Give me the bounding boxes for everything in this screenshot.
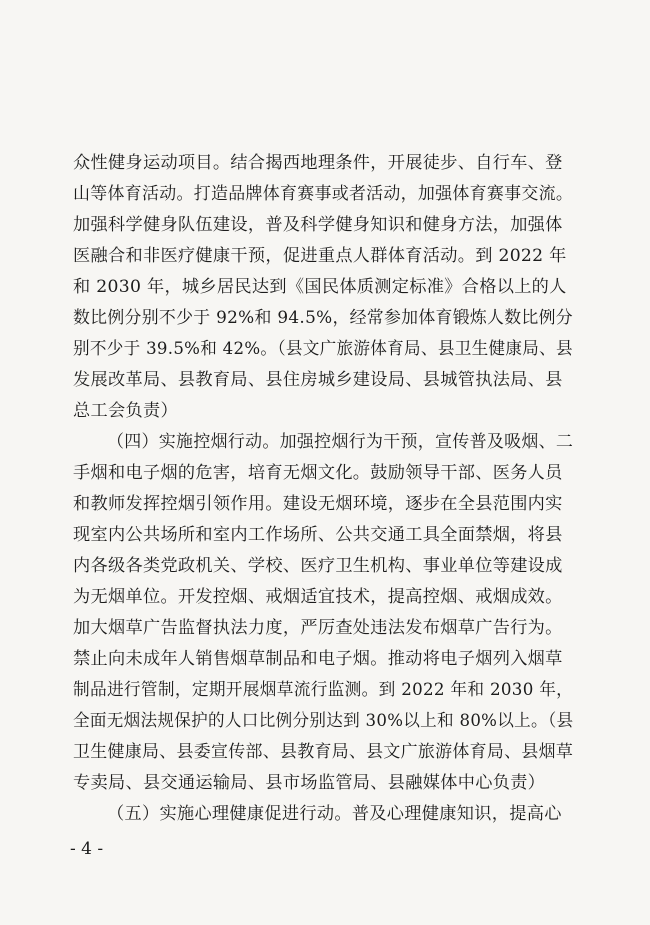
text-line-21: 专卖局、县交通运输局、县市场监管局、县融媒体中心负责） [73,773,546,793]
text-line-4: 医融合和非医疗健康干预，促进重点人群体育活动。到 2022 年 [73,246,567,266]
text-line-22: （五）实施心理健康促进行动。普及心理健康知识，提高心 [107,804,562,824]
text-line-18: 制品进行管制，定期开展烟草流行监测。到 2022 年和 2030 年， [73,680,574,700]
text-line-7: 别不少于 39.5%和 42%。（县文广旅游体育局、县卫生健康局、县 [73,339,573,359]
text-line-20: 卫生健康局、县委宣传部、县教育局、县文广旅游体育局、县烟草 [73,742,574,762]
text-line-8: 发展改革局、县教育局、县住房城乡建设局、县城管执法局、县 [73,370,563,390]
text-line-14: 内各级各类党政机关、学校、医疗卫生机构、事业单位等建设成 [73,556,563,576]
text-line-16: 加大烟草广告监督执法力度，严厉查处违法发布烟草广告行为。 [73,618,563,638]
text-line-5: 和 2030 年，城乡居民达到《国民体质测定标准》合格以上的人 [73,277,567,297]
text-line-12: 和教师发挥控烟引领作用。建设无烟环境，逐步在全县范围内实 [73,494,563,514]
text-line-2: 山等体育活动。打造品牌体育赛事或者活动，加强体育赛事交流。 [73,184,574,204]
text-line-6: 数比例分别不少于 92%和 94.5%，经常参加体育锻炼人数比例分 [73,308,573,328]
text-line-17: 禁止向未成年人销售烟草制品和电子烟。推动将电子烟列入烟草 [73,649,563,669]
page-number: - 4 - [70,839,104,859]
text-line-13: 现室内公共场所和室内工作场所、公共交通工具全面禁烟，将县 [73,525,563,545]
body-text [73,0,573,925]
text-line-11: 手烟和电子烟的危害，培育无烟文化。鼓励领导干部、医务人员 [73,463,563,483]
text-line-9: 总工会负责） [73,401,178,421]
text-line-19: 全面无烟法规保护的人口比例分别达到 30%以上和 80%以上。（县 [73,711,574,731]
text-line-15: 为无烟单位。开发控烟、戒烟适宜技术，提高控烟、戒烟成效。 [73,587,563,607]
text-line-3: 加强科学健身队伍建设，普及科学健身知识和健身方法，加强体 [73,215,563,235]
text-line-10: （四）实施控烟行动。加强控烟行为干预，宣传普及吸烟、二 [107,432,574,452]
text-line-1: 众性健身运动项目。结合揭西地理条件，开展徒步、自行车、登 [73,153,563,173]
